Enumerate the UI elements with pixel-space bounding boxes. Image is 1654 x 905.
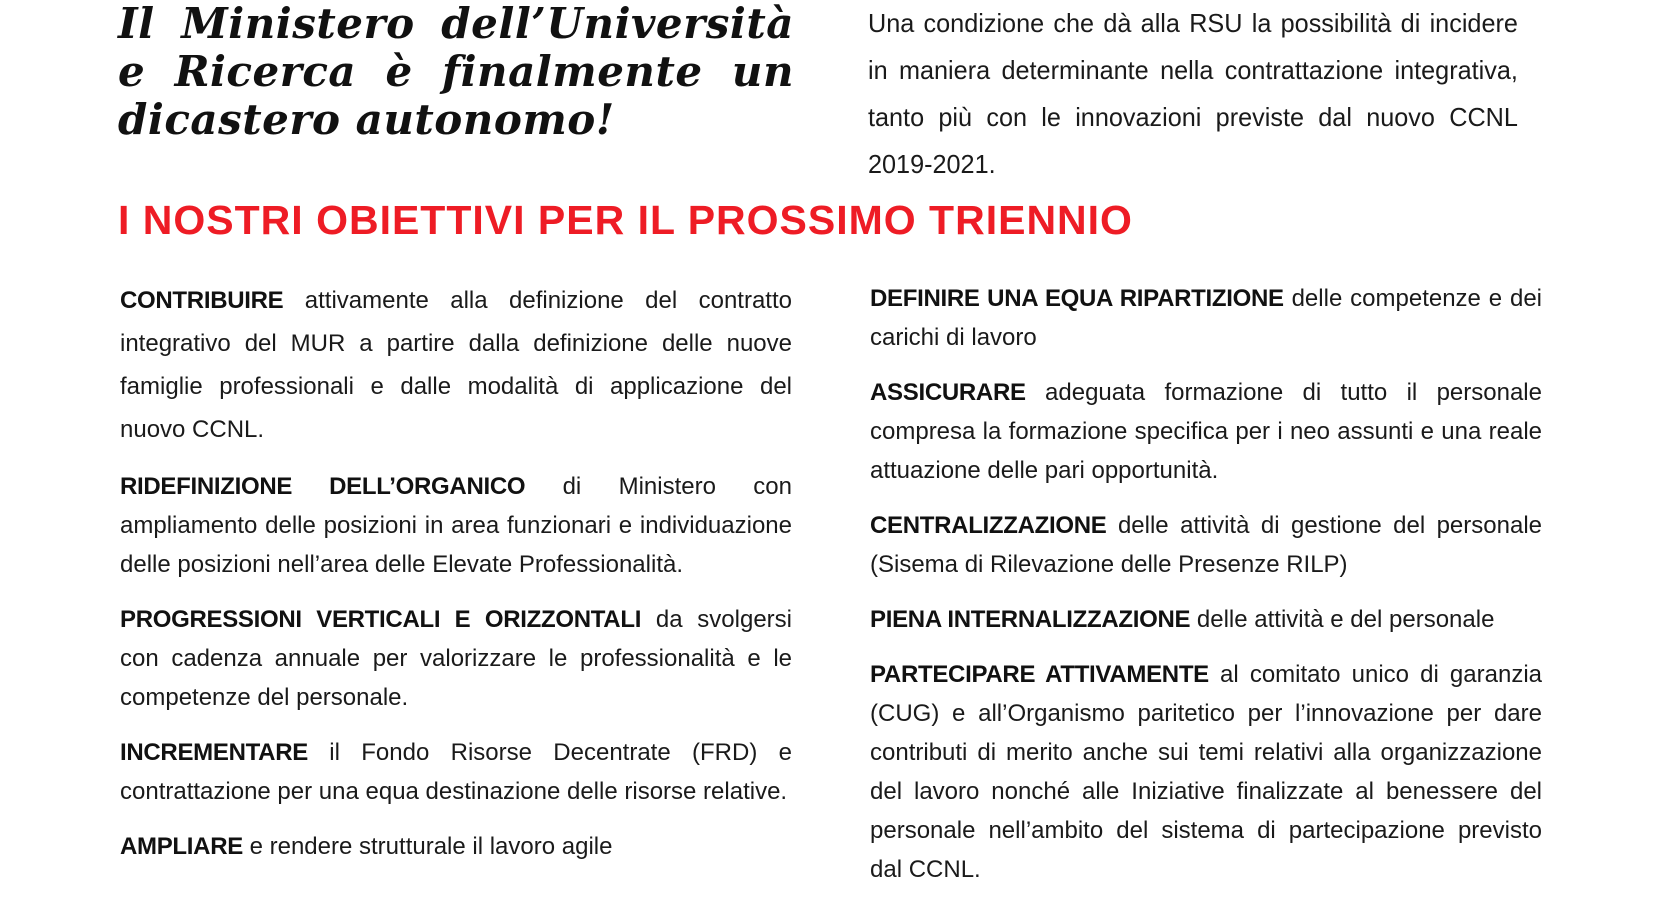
objective-text: al comitato unico di garanzia (CUG) e all’Organismo paritetico per l’innovazione per dare contributi di merito anche sui temi relativi alla organizzazione del lavoro nonché alle Iniziative finalizzate al benessere del personale nell’ambito del sistema di partecipazione previsto dal CCNL. <box>870 661 1542 883</box>
objective-item <box>120 467 792 584</box>
objective-keyword: PIENA INTERNALIZZAZIONE <box>870 606 1191 633</box>
objective-keyword: CENTRALIZZAZIONE <box>870 512 1107 539</box>
objective-keyword: PARTECIPARE ATTIVAMENTE <box>870 661 1209 688</box>
objective-item <box>870 373 1542 490</box>
objective-keyword: RIDEFINIZIONE DELL’ORGANICO <box>120 473 526 500</box>
objective-text: di Ministero con ampliamento delle posizioni in area funzionari e individuazione delle posizioni nell’area delle Elevate Professionalità. <box>120 473 792 578</box>
objective-item <box>870 600 1542 639</box>
objective-item <box>120 827 792 866</box>
objective-text: da svolgersi con cadenza annuale per valorizzare le professionalità e le competenze del personale. <box>120 606 793 711</box>
objective-keyword: CONTRIBUIRE <box>120 287 284 314</box>
objective-text: delle competenze e dei carichi di lavoro <box>870 285 1543 351</box>
headline: Il Ministero dell’Università e Ricerca è finalmente un dicastero autonomo! <box>118 0 794 144</box>
objective-keyword: INCREMENTARE <box>120 739 308 766</box>
objective-keyword: DEFINIRE UNA EQUA RIPARTIZIONE <box>870 285 1284 312</box>
objective-text: attivamente alla definizione del contratto integrativo del MUR a partire dalla definizione delle nuove famiglie professionali e dalle modalità di applicazione del nuovo CCNL. <box>120 287 792 443</box>
objective-item <box>120 600 792 717</box>
objectives-right-column <box>870 279 1542 905</box>
section-title: I NOSTRI OBIETTIVI PER IL PROSSIMO TRIENNIO <box>118 197 1133 243</box>
objective-item <box>120 279 792 451</box>
objective-text: delle attività e del personale <box>1190 606 1495 633</box>
objective-item <box>870 506 1542 584</box>
objective-text: il Fondo Risorse Decentrate (FRD) e contrattazione per una equa destinazione delle risorse relative. <box>120 739 792 805</box>
objective-keyword: AMPLIARE <box>120 833 243 860</box>
objective-text: e rendere strutturale il lavoro agile <box>242 833 613 860</box>
objective-keyword: ASSICURARE <box>870 379 1026 406</box>
objective-text: delle attività di gestione del personale (Sisema di Rilevazione delle Presenze RILP) <box>870 512 1542 578</box>
objective-keyword: PROGRESSIONI VERTICALI E ORIZZONTALI <box>120 606 642 633</box>
intro-paragraph: Una condizione che dà alla RSU la possibilità di incidere in maniera determinante nella contrattazione integrativa, tanto più con le innovazioni previste dal nuovo CCNL 2019-2021. <box>868 8 1518 179</box>
objective-item <box>870 279 1542 357</box>
objectives-left-column <box>120 279 792 882</box>
objective-item <box>120 733 792 811</box>
objective-text: adeguata formazione di tutto il personale compresa la formazione specifica per i neo assunti e una reale attuazione delle pari opportunità. <box>870 379 1542 484</box>
